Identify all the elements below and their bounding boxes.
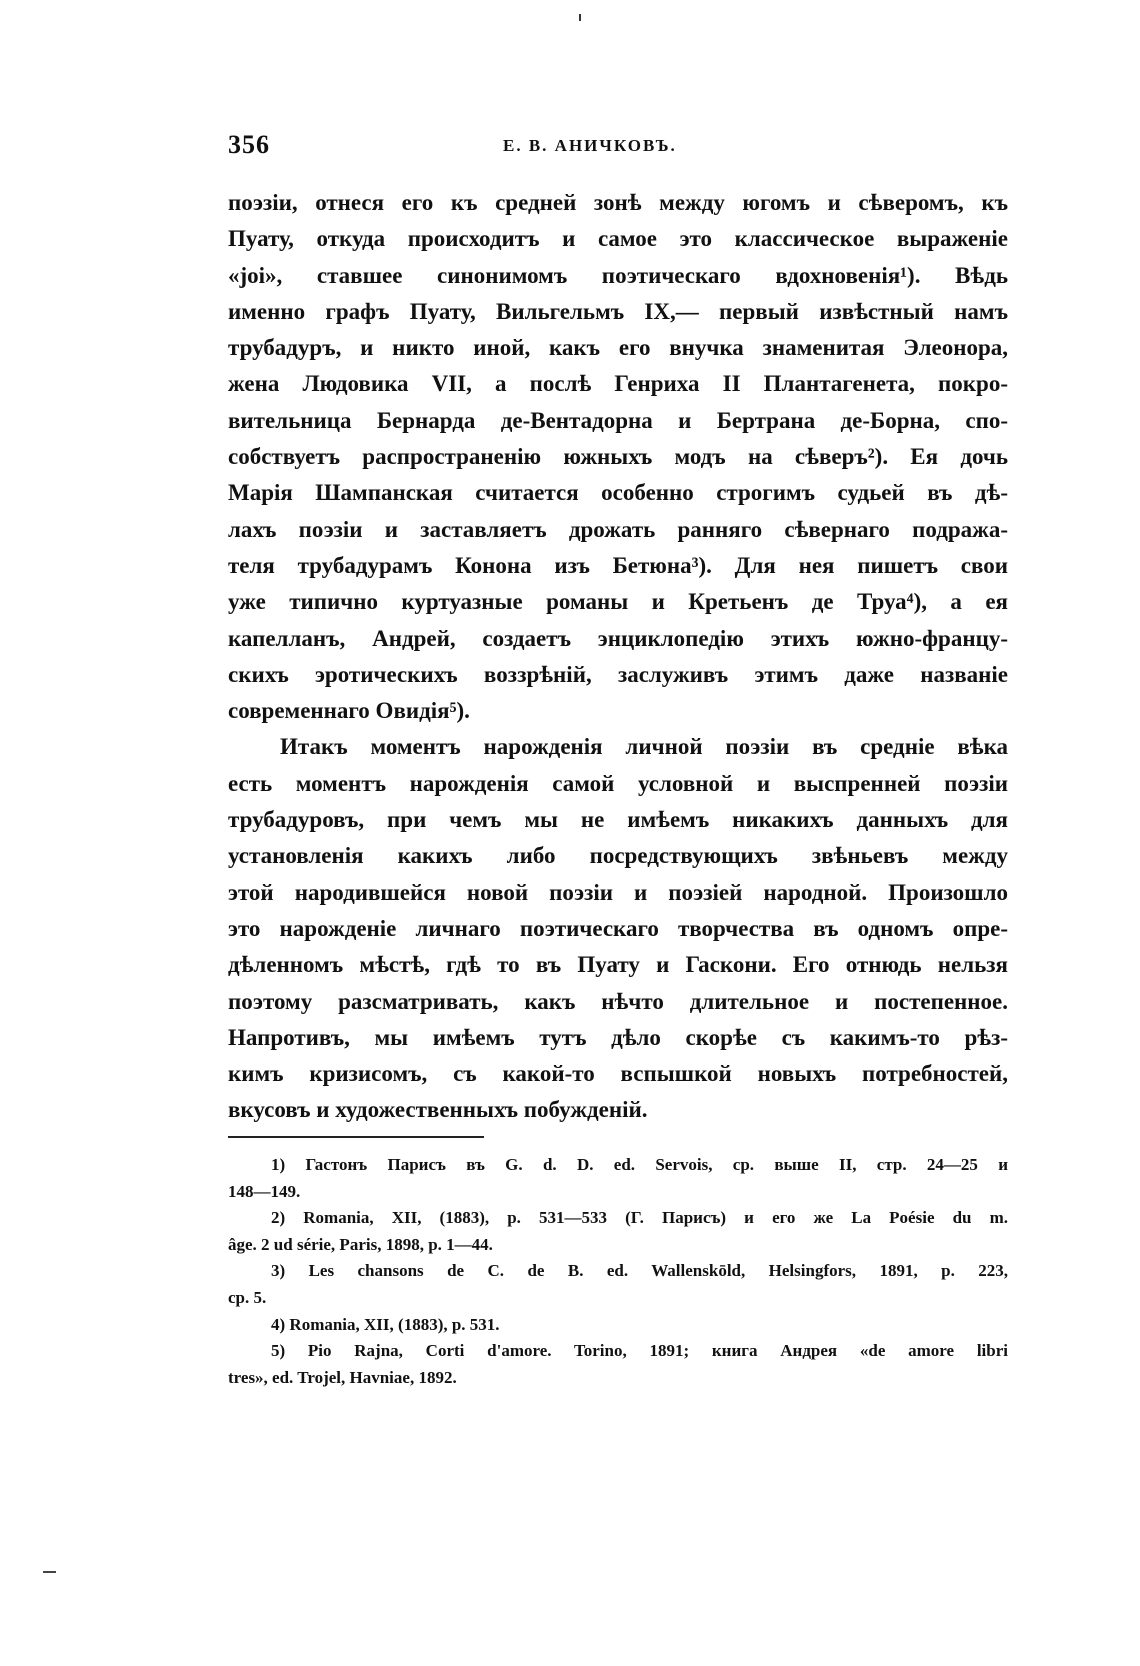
text-line: теля трубадурамъ Конона изъ Бетюна³). Для нея пишетъ свои (228, 552, 1008, 578)
text-line: уже типично куртуазные романы и Кретьенъ де Труа⁴), а ея (228, 589, 1008, 615)
text-line: Напротивъ, мы имѣемъ тутъ дѣло скорѣе съ какимъ-то рѣз- (228, 1024, 1008, 1050)
main-text (228, 185, 1008, 1129)
page-number: 356 (228, 130, 270, 159)
text-line: лахъ поэзіи и заставляетъ дрожать ранняго сѣвернаго подража- (228, 516, 1008, 542)
footnote-1 (228, 1152, 1008, 1205)
text-line: поэзіи, отнеся его къ средней зонѣ между югомъ и сѣверомъ, къ (228, 190, 1008, 215)
footnote-line: 4) Romania, XII, (1883), p. 531. (271, 1314, 500, 1334)
footnote-divider (228, 1136, 484, 1138)
footnotes (228, 1152, 1008, 1391)
footnote-2 (228, 1205, 1008, 1258)
text-line: поэтому разсматривать, какъ нѣчто длительное и постепенное. (228, 988, 1008, 1014)
text-line: Марія Шампанская считается особенно строгимъ судьей въ дѣ- (228, 480, 1008, 506)
footnote-line: tres», ed. Trojel, Havniae, 1892. (228, 1367, 457, 1387)
text-line: Пуату, откуда происходитъ и самое это классическое выраженіе (228, 226, 1008, 252)
footnote-line: 3) Les chansons de C. de B. ed. Wallenskōld, Helsingfors, 1891, p. 223, (271, 1261, 1008, 1281)
footnote-line: 148—149. (228, 1181, 301, 1201)
text-line: скихъ эротическихъ воззрѣній, заслуживъ этимъ даже названіе (228, 661, 1008, 687)
margin-mark (43, 1571, 56, 1573)
text-line: этой народившейся новой поэзіи и поэзіей народной. Произошло (228, 879, 1008, 905)
text-line: капелланъ, Андрей, создаетъ энциклопедію этихъ южно-францу- (228, 625, 1008, 651)
text-line: установленія какихъ либо посредствующихъ звѣньевъ между (228, 843, 1008, 869)
footnote-line: âge. 2 ud série, Paris, 1898, p. 1—44. (228, 1234, 493, 1254)
scan-speck (579, 14, 581, 21)
page-header (228, 130, 888, 166)
text-line: трубадуровъ, при чемъ мы не имѣемъ никакихъ данныхъ для (228, 807, 1008, 833)
footnote-line: 1) Гастонъ Парисъ въ G. d. D. ed. Servois, ср. выше II, стр. 24—25 и (271, 1155, 1008, 1174)
text-line: жена Людовика VII, а послѣ Генриха II Плантагенета, покро- (228, 371, 1008, 397)
footnote-line: 5) Pio Rajna, Corti d'amore. Torino, 1891; книга Андрея «de amore libri (271, 1341, 1008, 1361)
footnote-4 (228, 1312, 1008, 1339)
text-line: Итакъ моментъ нарожденія личной поэзіи въ средніе вѣка (280, 734, 1008, 760)
footnote-3 (228, 1258, 1008, 1311)
text-line: вкусовъ и художественныхъ побужденій. (228, 1097, 648, 1123)
footnote-line: 2) Romania, XII, (1883), p. 531—533 (Г. Парисъ) и его же La Poésie du m. (271, 1208, 1008, 1228)
footnote-line: ср. 5. (228, 1287, 267, 1307)
running-head: Е. В. АНИЧКОВЪ. (503, 136, 677, 155)
text-line: современнаго Овидія⁵). (228, 698, 470, 724)
text-line: есть моментъ нарожденія самой условной и выспренней поэзіи (228, 770, 1008, 796)
text-line: дѣленномъ мѣстѣ, гдѣ то въ Пуату и Гаскони. Его отнюдь нельзя (228, 952, 1008, 978)
text-line: собствуетъ распространенію южныхъ модъ на сѣверъ²). Ея дочь (228, 444, 1008, 470)
text-line: трубадуръ, и никто иной, какъ его внучка знаменитая Элеонора, (228, 335, 1008, 361)
footnote-5 (228, 1338, 1008, 1391)
text-line: кимъ кризисомъ, съ какой-то вспышкой новыхъ потребностей, (228, 1061, 1008, 1087)
text-line: это нарожденіе личнаго поэтическаго творчества въ одномъ опре- (228, 915, 1008, 941)
text-line: «joi», ставшее синонимомъ поэтическаго вдохновенія¹). Вѣдь (228, 262, 1008, 288)
text-line: именно графъ Пуату, Вильгельмъ IX,— первый извѣстный намъ (228, 298, 1008, 324)
text-line: вительница Бернарда де-Вентадорна и Бертрана де-Борна, спо- (228, 407, 1008, 433)
